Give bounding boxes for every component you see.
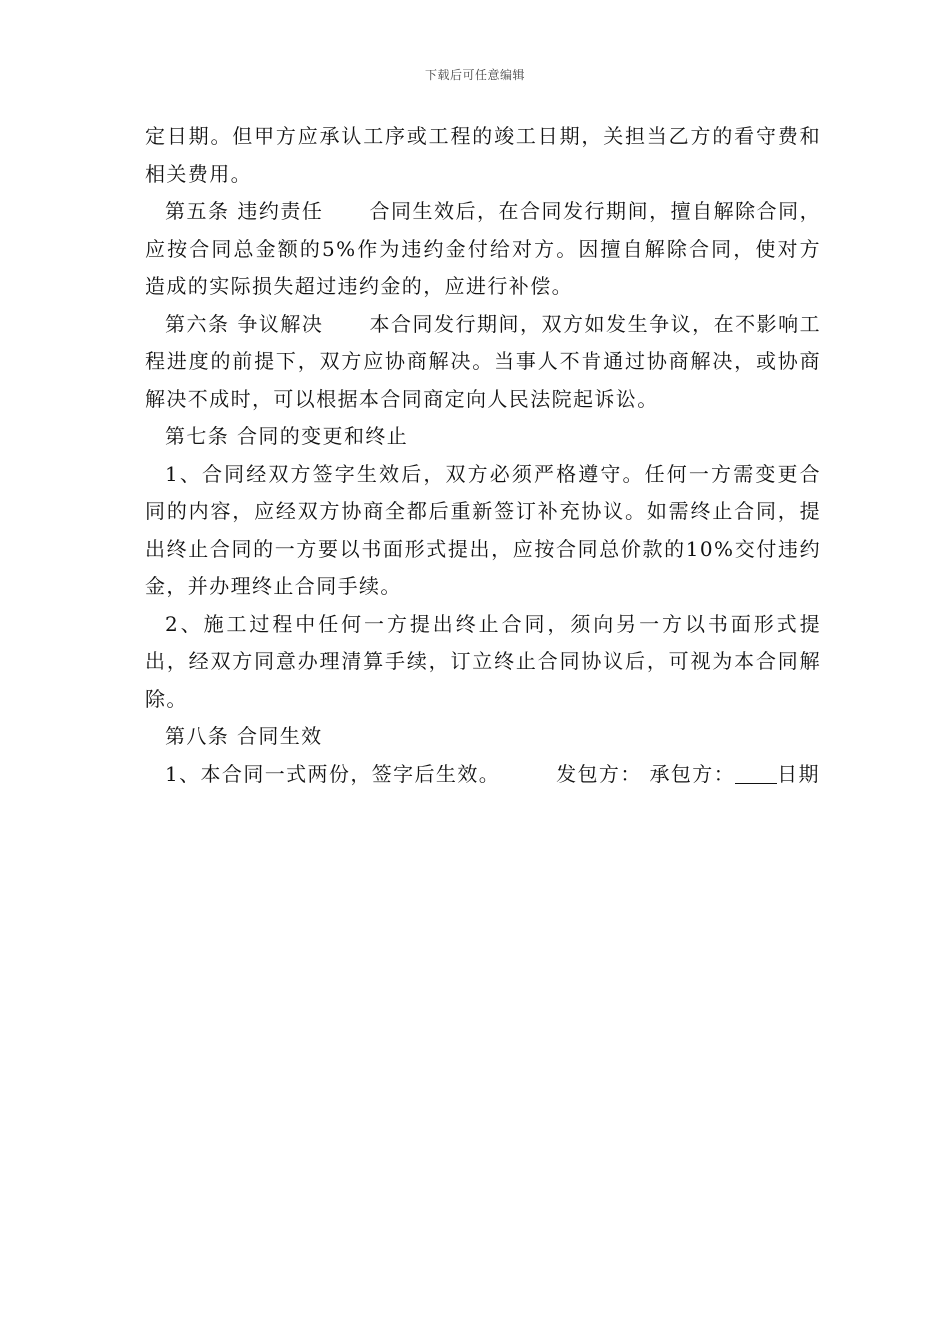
article-7-clause-1: 1、合同经双方签字生效后，双方必须严格遵守。任何一方需变更合同的内容，应经双方协商全都后重新签订补充协议。如需终止合同，提出终止合同的一方要以书面形式提出，应按合同总价款的10%交付违约金，并办理终止合同手续。 xyxy=(145,461,821,598)
article-8-clause-text: 1、本合同一式两份，签字后生效。 xyxy=(165,761,501,786)
article-6-body: 本合同发行期间，双方如发生争议，在不影响工程进度的前提下，双方应协商解决。当事人不肯通过协商解决，或协商解决不成时，可以根据本合同商定向人民法院起诉讼。 xyxy=(145,311,822,411)
party-b-label: 承包方： xyxy=(649,761,736,786)
paragraph-breach-liability xyxy=(145,193,821,306)
signature-blank-line xyxy=(735,763,777,784)
article-5-title: 第五条 违约责任 xyxy=(165,199,324,223)
article-7-title: 第七条 合同的变更和终止 xyxy=(165,424,409,448)
party-a-label: 发包方： xyxy=(556,761,642,786)
article-5-body: 合同生效后，在合同发行期间，擅自解除合同，应按合同总金额的5%作为违约金付给对方。因擅自解除合同，使对方造成的实际损失超过违约金的，应进行补偿。 xyxy=(145,199,822,298)
date-label: 日期 xyxy=(777,761,820,786)
paragraph-completion-date: 定日期。但甲方应承认工序或工程的竣工日期，关担当乙方的看守费和相关费用。 xyxy=(145,124,821,186)
article-8-clause-1 xyxy=(145,756,821,794)
paragraph-dispute-resolution xyxy=(145,306,821,419)
contract-body xyxy=(145,118,821,793)
article-7-clause-2: 2、施工过程中任何一方提出终止合同，须向另一方以书面形式提出，经双方同意办理清算手续，订立终止合同协议后，可视为本合同解除。 xyxy=(145,611,821,711)
article-6-title: 第六条 争议解决 xyxy=(165,311,324,336)
article-8-title: 第八条 合同生效 xyxy=(165,724,323,748)
page-header-note: 下载后可任意编辑 xyxy=(424,68,525,82)
